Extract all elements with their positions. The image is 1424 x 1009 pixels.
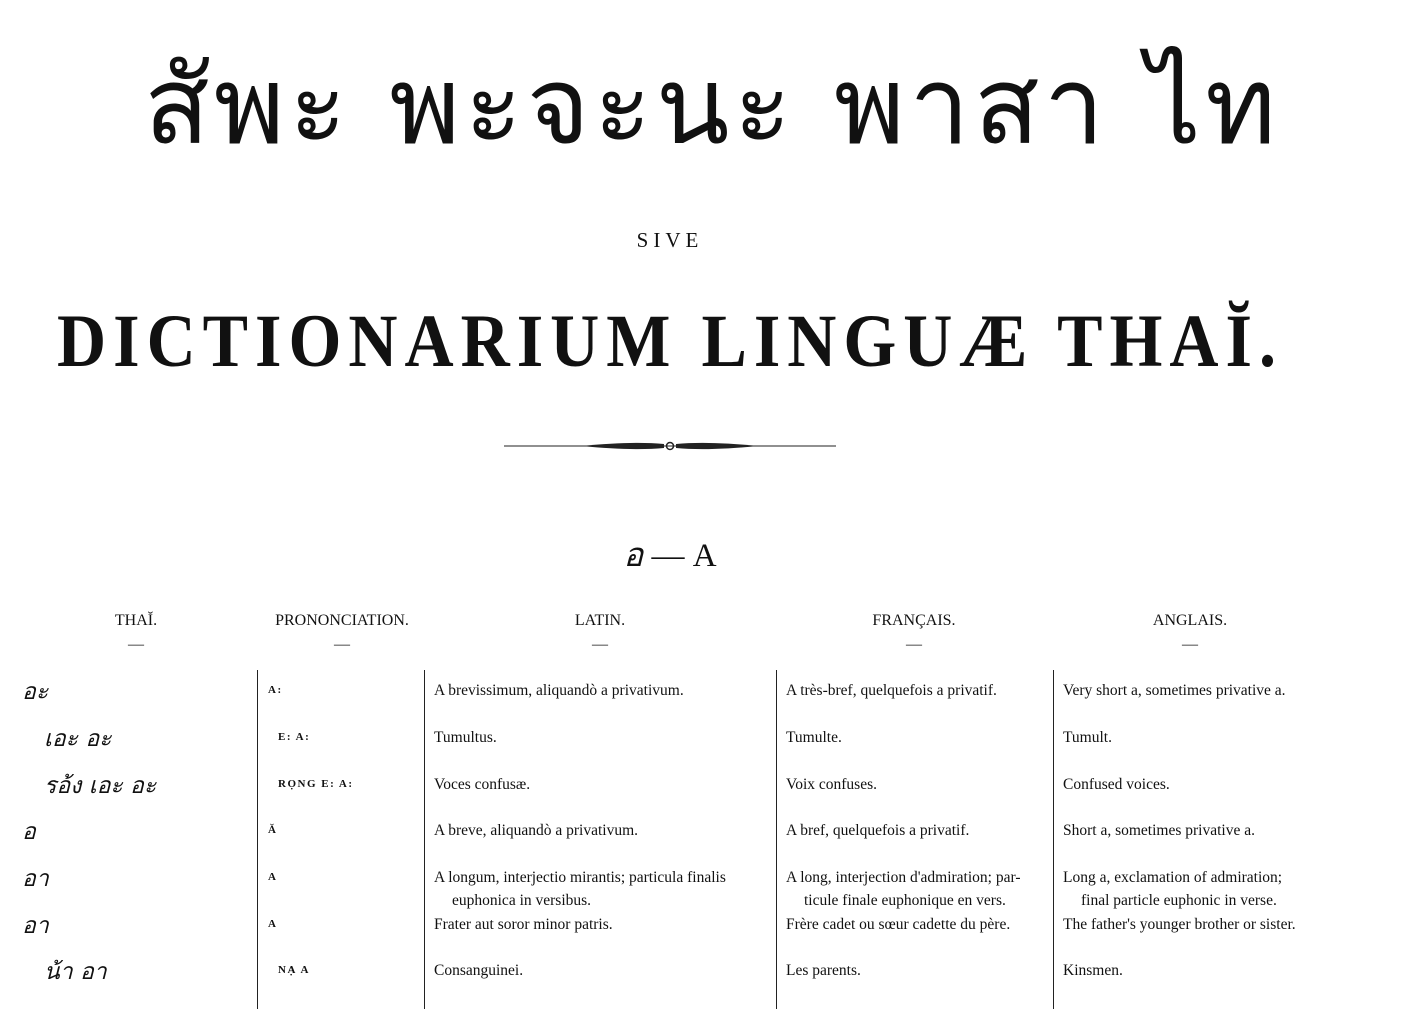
entry-latin: Voces confusæ. — [434, 776, 531, 793]
entry-french: Tumulte. — [786, 729, 842, 746]
entry-thai: เอะ อะ — [44, 726, 112, 752]
latin-title: DICTIONARIUM LINGUÆ THAĬ. — [57, 299, 1283, 383]
column-header-pronunciation: PRONONCIATION. — [275, 612, 409, 629]
entry-latin: Frater aut soror minor patris. — [434, 916, 613, 933]
section-separator: — — [651, 538, 685, 574]
column-rule — [1053, 670, 1054, 1009]
entry-french: Voix confuses. — [786, 776, 877, 793]
column-rule — [424, 670, 425, 1009]
title-connector: SIVE — [636, 228, 704, 252]
section-heading — [0, 528, 1340, 581]
entry-french: A très-bref, quelquefois a privatif. — [786, 682, 997, 699]
column-rule — [257, 670, 258, 1009]
entry-french: A bref, quelquefois a privatif. — [786, 822, 970, 839]
column-header-thai: THAĬ. — [114, 612, 158, 629]
entry-french: Frère cadet ou sœur cadette du père. — [786, 916, 1011, 933]
ornamental-divider — [502, 434, 838, 458]
entry-pronunciation: A — [268, 918, 278, 930]
entry-english: Short a, sometimes privative a. — [1063, 822, 1255, 839]
thai-title: สัพะ พะจะนะ พาสา ไท — [143, 44, 1281, 169]
entry-thai: อ — [22, 819, 36, 845]
entry-thai: น้า อา — [44, 959, 107, 985]
entry-french: A long, interjection d'admiration; par- — [786, 869, 1021, 886]
section-thai-letter: อ — [623, 535, 644, 574]
column-header-french: FRANÇAIS. — [872, 612, 956, 629]
entry-english-continued: final particle euphonic in verse. — [1081, 892, 1277, 909]
entry-english: Tumult. — [1063, 729, 1112, 746]
entry-english: Long a, exclamation of admiration; — [1063, 869, 1283, 886]
column-rule — [776, 670, 777, 1009]
entry-english: Very short a, sometimes privative a. — [1063, 682, 1286, 699]
entry-latin: Tumultus. — [434, 729, 497, 746]
entry-latin: Consanguinei. — [434, 962, 524, 979]
entry-pronunciation: E: A: — [278, 731, 311, 743]
column-dash-english: — — [1182, 636, 1198, 653]
entry-pronunciation: Ă — [268, 824, 278, 836]
column-dash-thai: — — [128, 636, 144, 653]
entry-french: Les parents. — [786, 962, 861, 979]
entry-thai: อา — [22, 866, 49, 892]
entry-english: Kinsmen. — [1063, 962, 1123, 979]
entry-english: The father's younger brother or sister. — [1063, 916, 1296, 933]
column-dash-pronunciation: — — [334, 636, 350, 653]
column-dash-latin: — — [592, 636, 608, 653]
entry-pronunciation: RỌNG E: A: — [278, 778, 354, 790]
column-dash-french: — — [906, 636, 922, 653]
entry-english: Confused voices. — [1063, 776, 1170, 793]
entry-french-continued: ticule finale euphonique en vers. — [804, 892, 1006, 909]
entry-pronunciation: A — [268, 871, 278, 883]
column-header-english: ANGLAIS. — [1152, 612, 1228, 629]
entry-thai: รอ้ง เอะ อะ — [44, 773, 157, 799]
entry-latin: A breve, aliquandò a privativum. — [434, 822, 639, 839]
entry-pronunciation: A: — [268, 684, 283, 696]
entry-pronunciation: NẠ A — [278, 964, 310, 976]
column-header-latin: LATIN. — [574, 612, 626, 629]
entry-thai: อะ — [22, 679, 49, 705]
entry-latin-continued: euphonica in versibus. — [452, 892, 592, 909]
section-roman-letter: A — [692, 538, 717, 574]
entry-latin: A longum, interjectio mirantis; particula finalis — [434, 869, 726, 886]
entry-latin: A brevissimum, aliquandò a privativum. — [434, 682, 684, 699]
entry-thai: อา — [22, 913, 49, 939]
